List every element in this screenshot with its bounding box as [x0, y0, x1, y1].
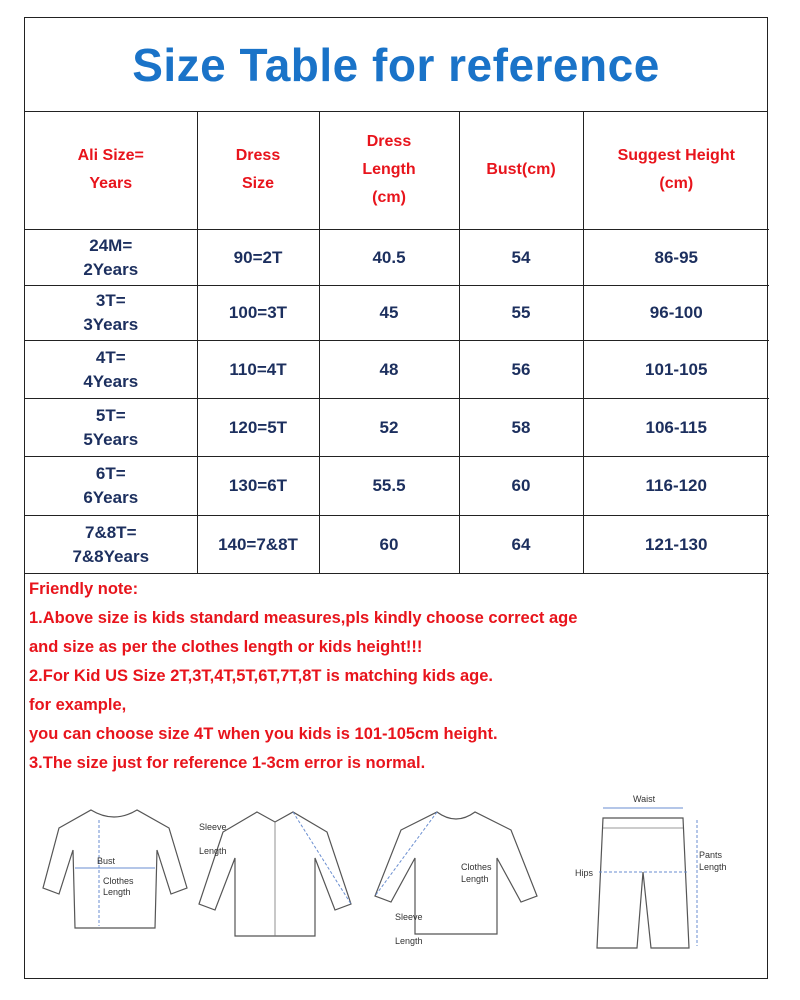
cell-length: 55.5: [319, 457, 459, 516]
cell-age: 6T= 6Years: [25, 457, 197, 516]
cell-length: 48: [319, 341, 459, 399]
cell-height: 106-115: [583, 399, 769, 457]
header-bust: Bust(cm): [459, 111, 583, 230]
cell-bust: 64: [459, 516, 583, 574]
cell-dress-size: 100=3T: [197, 286, 319, 341]
length-label: Length: [199, 846, 227, 856]
cell-length: 40.5: [319, 230, 459, 286]
length-label: Length: [103, 887, 131, 897]
cell-age: 4T= 4Years: [25, 341, 197, 399]
header-dress-length: Dress Length (cm): [319, 111, 459, 230]
cell-length: 60: [319, 516, 459, 574]
pants-diagram-svg: [557, 788, 727, 968]
sleeve-measure-line: [375, 812, 437, 896]
header-suggest-height: Suggest Height (cm): [583, 111, 769, 230]
tshirt-diagram: [39, 788, 189, 968]
shirt-diagram-svg: [195, 788, 355, 968]
cell-dress-size: 140=7&8T: [197, 516, 319, 574]
cell-bust: 54: [459, 230, 583, 286]
pants-diagram: [557, 788, 727, 968]
cell-bust: 55: [459, 286, 583, 341]
cell-age: 3T= 3Years: [25, 286, 197, 341]
shirt-diagram: [195, 788, 355, 968]
length-label: Length: [461, 874, 489, 884]
table-row: [25, 230, 769, 286]
cell-age: 5T= 5Years: [25, 399, 197, 457]
pants-outline: [597, 818, 689, 948]
clothes-label: Clothes: [103, 876, 134, 886]
length-label: Length: [699, 862, 727, 872]
bust-label: Bust: [97, 856, 116, 866]
hips-label: Hips: [575, 868, 594, 878]
cell-dress-size: 120=5T: [197, 399, 319, 457]
note-line: 2.For Kid US Size 2T,3T,4T,5T,6T,7T,8T is matching kids age.: [29, 667, 493, 685]
header-ali-size: Ali Size= Years: [25, 111, 197, 230]
cell-bust: 60: [459, 457, 583, 516]
cell-height: 96-100: [583, 286, 769, 341]
title-box: [25, 18, 767, 112]
cell-age: 24M= 2Years: [25, 230, 197, 286]
note-line: and size as per the clothes length or kids height!!!: [29, 638, 423, 656]
note-line: 3.The size just for reference 1-3cm error is normal.: [29, 754, 426, 772]
header-dress-size: Dress Size: [197, 111, 319, 230]
sleeve-measure-line: [293, 812, 351, 904]
table-row: [25, 516, 769, 574]
note-heading: Friendly note:: [29, 580, 139, 598]
cell-height: 101-105: [583, 341, 769, 399]
sweatshirt-diagram: [371, 788, 541, 968]
cell-bust: 56: [459, 341, 583, 399]
table-row: [25, 286, 769, 341]
tshirt-diagram-svg: [39, 788, 189, 968]
friendly-note: [29, 575, 765, 778]
table-row: [25, 341, 769, 399]
cell-dress-size: 130=6T: [197, 457, 319, 516]
tshirt-outline: [43, 810, 187, 928]
clothes-label: Clothes: [461, 862, 492, 872]
cell-height: 121-130: [583, 516, 769, 574]
sweatshirt-diagram-svg: [371, 788, 541, 968]
waist-label: Waist: [633, 794, 656, 804]
table-header-row: [25, 111, 769, 230]
cell-dress-size: 90=2T: [197, 230, 319, 286]
pants-label: Pants: [699, 850, 723, 860]
cell-height: 86-95: [583, 230, 769, 286]
cell-length: 45: [319, 286, 459, 341]
sleeve-label: Sleeve: [395, 912, 423, 922]
cell-length: 52: [319, 399, 459, 457]
page-title: Size Table for reference: [132, 38, 660, 91]
cell-age: 7&8T= 7&8Years: [25, 516, 197, 574]
cell-bust: 58: [459, 399, 583, 457]
note-line: 1.Above size is kids standard measures,pls kindly choose correct age: [29, 609, 578, 627]
cell-height: 116-120: [583, 457, 769, 516]
size-chart-frame: [24, 17, 768, 979]
note-line: for example,: [29, 696, 127, 714]
cell-dress-size: 110=4T: [197, 341, 319, 399]
table-row: [25, 399, 769, 457]
note-line: you can choose size 4T when you kids is 101-105cm height.: [29, 725, 498, 743]
table-row: [25, 457, 769, 516]
length-label: Length: [395, 936, 423, 946]
sleeve-label: Sleeve: [199, 822, 227, 832]
size-table: [25, 111, 769, 574]
